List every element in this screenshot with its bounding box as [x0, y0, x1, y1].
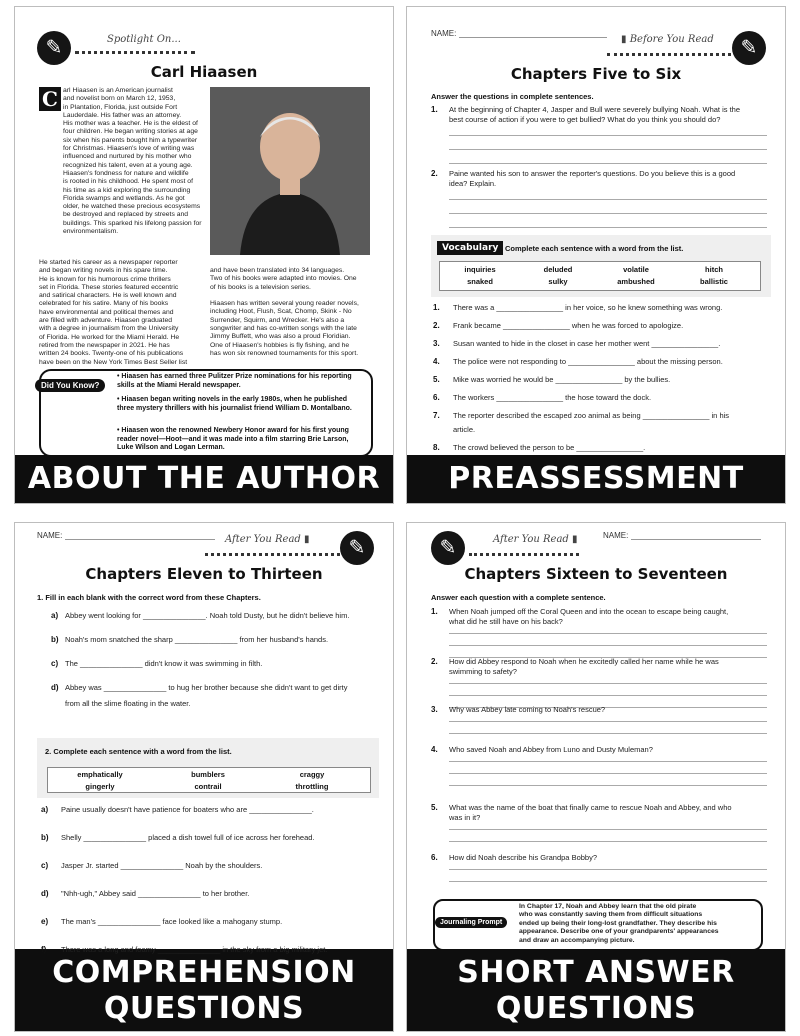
dotted-divider [469, 553, 579, 556]
answer-line[interactable] [449, 149, 767, 150]
answer-line[interactable] [449, 733, 767, 734]
bio-line: for Christmas. Hiaasen's love of writing was [63, 145, 195, 153]
section-tag: After You Read ▮ [493, 534, 578, 545]
answer-line[interactable] [449, 199, 767, 200]
question-number: 6. [431, 853, 438, 862]
book-icon: ▮ [621, 34, 630, 45]
instruction: Answer each question with a complete sentence. [431, 593, 606, 602]
bio-line: songwriter and has co-written songs with the late [210, 325, 357, 333]
answer-line[interactable] [449, 869, 767, 870]
bio-line: has won six renowned tournaments for this sport. [210, 349, 359, 357]
fact-item: • Hiaasen has earned three Pulitzer Prize nominations for his reporting skills at the Miami Herald newspaper. [117, 373, 352, 389]
vocab-sentence: Jasper Jr. started _______________ Noah by the shoulders. [61, 861, 263, 870]
vocab-sentence: Paine usually doesn't have patience for boaters who are _______________. [61, 805, 314, 814]
bio-line: have been on the New York Times Best Seller list [39, 358, 188, 366]
journal-line: and draw an accompanying picture. [519, 936, 635, 944]
vocab-word: hitch [705, 265, 723, 274]
vocab-sentence: Mike was worried he would be ________________ by the bullies. [453, 375, 671, 384]
banner-line-1: COMPREHENSION [52, 955, 356, 990]
bio-line: celebrated for his satire. Many of his books [39, 300, 169, 308]
vocab-word: emphatically [77, 770, 123, 779]
question-text: Paine wanted his son to answer the reporter's questions. Do you believe this is a good idea? Explain. [449, 169, 736, 188]
section-tag: Spotlight On... [107, 34, 181, 45]
fill-blank-sentence: Abbey went looking for _______________. Noah told Dusty, but he didn't believe him. [65, 611, 350, 620]
author-photo [210, 87, 370, 255]
page-title: Carl Hiaasen [150, 63, 258, 81]
vocab-sentence: There was a long and foamy _______________ in the sky from a big military jet. [61, 945, 328, 954]
banner-line-2: QUESTIONS [495, 991, 697, 1026]
vocabulary-tag: Vocabulary [437, 241, 503, 255]
name-line[interactable] [459, 37, 607, 38]
answer-line[interactable] [449, 721, 767, 722]
name-label: NAME: [37, 531, 63, 540]
item-number: 2. [433, 321, 440, 330]
journal-line: ended up being their long-lost grandfather. They describe his [519, 919, 717, 927]
vocab-sentence: article. [453, 425, 476, 434]
pencil-icon: ✎ [340, 531, 374, 565]
vocab-sentence: Shelly _______________ placed a dish towel full of ice across her forehead. [61, 833, 315, 842]
bio-line: Hiaasen's fondness for nature and wildlife [63, 169, 189, 177]
bio-line: buildings. This sparked his lifelong passion for [63, 219, 202, 227]
bio-line: Lauderdale. His father was an attorney. [63, 111, 182, 119]
panel-banner: PREASSESSMENT [407, 455, 785, 503]
journal-line: In Chapter 17, Noah and Abbey learn that the old pirate [519, 903, 697, 910]
answer-line[interactable] [449, 881, 767, 882]
name-label: NAME: [431, 29, 457, 38]
question-number: 4. [431, 745, 438, 754]
answer-line[interactable] [449, 213, 767, 214]
section-tag: After You Read ▮ [225, 534, 310, 545]
page-title: Chapters Sixteen to Seventeen [464, 565, 728, 583]
item-letter: a) [41, 805, 49, 814]
vocab-sentence: The police were not responding to ________________ about the missing person. [453, 357, 723, 366]
instruction: 1. Fill in each blank with the correct word from these Chapters. [37, 593, 261, 602]
item-letter: a) [51, 611, 59, 620]
fill-blank-sentence: Abbey was _______________ to hug her brother because she didn't want to get dirty [65, 683, 348, 692]
item-number: 5. [433, 375, 440, 384]
bio-line: of Florida. He worked for the Miami Herald. He [39, 333, 180, 341]
vocab-sentence: There was a ________________ in her voice, so he knew something was wrong. [453, 303, 723, 312]
vocab-word: ambushed [617, 277, 655, 286]
bio-column-1 [63, 87, 209, 236]
page-title: Chapters Five to Six [510, 65, 682, 83]
bio-line: with a degree in journalism from the University [39, 325, 179, 333]
bio-line: is rooted in his childhood. He spent most of [63, 178, 193, 186]
item-number: 6. [433, 393, 440, 402]
bio-line: One of Hiaasen's hobbies is fly fishing, and he [210, 341, 350, 349]
bio-line: retired from the newspaper in 2021. He has [39, 341, 170, 349]
question-line-a: Why was Abbey late coming to Noah's rescue? [449, 705, 606, 714]
short-answer-panel [406, 522, 786, 1032]
vocab-word: ballistic [700, 277, 728, 286]
item-letter: f) [41, 945, 47, 954]
item-number: 7. [433, 411, 440, 420]
bio-line: and have been translated into 34 languages. [210, 267, 345, 274]
pencil-icon: ✎ [732, 31, 766, 65]
question-number: 1. [431, 607, 438, 616]
panel-banner: ABOUT THE AUTHOR [15, 455, 393, 503]
journal-line: who was constantly saving them from difficult situations [519, 911, 703, 919]
bio-line: his time as a kid exploring the surrounding [63, 186, 191, 194]
question-line-b: swimming to safety? [449, 667, 517, 676]
question-number: 3. [431, 705, 438, 714]
bio-line: in Plantation, Florida, just outside Fort [63, 103, 178, 111]
bio-line: and novelist born on March 12, 1953, [63, 95, 176, 103]
answer-line[interactable] [449, 683, 767, 684]
question-line-b: what did he still have on his back? [449, 617, 563, 626]
dotted-divider [75, 51, 195, 54]
vocab-word: deluded [543, 265, 573, 274]
item-letter: d) [41, 889, 49, 898]
bio-line: Two of his books were adapted into movies. One [210, 275, 357, 283]
answer-line[interactable] [449, 829, 767, 830]
vocab-sentence: The reporter described the escaped zoo animal as being ________________ in his [453, 411, 730, 420]
pencil-icon: ✎ [431, 531, 465, 565]
journal-line: appearance. Describe one of your grandparents' appearances [519, 928, 719, 936]
item-letter: c) [51, 659, 59, 668]
answer-line[interactable] [449, 761, 767, 762]
question-line-a: How did Abbey respond to Noah when he excitedly called her name while he was [449, 657, 719, 666]
bio-line: four children. He began writing stories at age [63, 128, 198, 136]
bio-line: environmentalism. [63, 228, 119, 236]
vocab-sentence: The man's _______________ face looked like a mahogany stump. [61, 917, 283, 926]
answer-line[interactable] [449, 785, 767, 786]
vocab-sentence: The workers ________________ the hose toward the dock. [453, 393, 652, 402]
name-line[interactable] [65, 539, 215, 540]
pencil-icon: ✎ [37, 31, 71, 65]
drop-cap: C [39, 87, 61, 111]
name-line[interactable] [631, 539, 761, 540]
banner-line-1: SHORT ANSWER [457, 955, 735, 990]
vocab-word: throttling [295, 782, 329, 791]
vocab-instruction: Complete each sentence with a word from the list. [505, 244, 684, 253]
fill-blank-sentence: The _______________ didn't know it was swimming in filth. [65, 659, 263, 668]
fill-blank-sentence: from all the slime floating in the water. [65, 699, 191, 708]
bio-line: recognized his talent, even at a young age. [63, 161, 193, 169]
bio-line: of his books is a television series. [210, 283, 311, 291]
bio-line: Surrender, Squirm, and Wrecker. He's also a [210, 316, 345, 324]
dotted-divider [607, 53, 737, 56]
question-number: 5. [431, 803, 438, 812]
vocab-sentence: Frank became ________________ when he was forced to apologize. [453, 321, 684, 330]
bio-line: set in Florida. These stories featured eccentric [39, 283, 179, 291]
vocab-word: contrail [194, 782, 222, 791]
item-letter: b) [41, 833, 49, 842]
bio-line: older, he watched these precious ecosystems [63, 203, 201, 211]
item-number: 3. [433, 339, 440, 348]
page-title: Chapters Eleven to Thirteen [85, 565, 323, 583]
book-icon: ▮ [568, 534, 578, 545]
vocab-word: inquiries [464, 265, 496, 274]
question-line-a: What was the name of the boat that finally came to rescue Noah and Abbey, and who [449, 803, 732, 812]
question-number: 1. [431, 105, 438, 114]
vocab-word: volatile [623, 265, 649, 274]
item-number: 8. [433, 443, 440, 452]
vocab-instruction: 2. Complete each sentence with a word from the list. [45, 747, 232, 756]
book-icon: ▮ [300, 534, 310, 545]
bio-line: arl Hiaasen is an American journalist [63, 87, 173, 94]
question-text: At the beginning of Chapter 4, Jasper and Bull were severely bullying Noah. What is the best course of action if you were to get bullied? What do you think you should do? [449, 105, 740, 124]
item-letter: d) [51, 683, 59, 692]
vocab-sentence: The crowd believed the person to be ________________. [453, 443, 646, 452]
about-the-author-panel [14, 6, 394, 504]
instruction: Answer the questions in complete sentences. [431, 92, 594, 101]
fill-blank-sentence: Noah's mom snatched the sharp _______________ from her husband's hands. [65, 635, 329, 644]
author-portrait-icon [210, 87, 370, 255]
item-letter: c) [41, 861, 49, 870]
preassessment-panel [406, 6, 786, 504]
bio-line: and satirical characters. He is well known and [39, 292, 177, 300]
journal-prompt [519, 903, 759, 945]
item-number: 4. [433, 357, 440, 366]
bio-line: His mother was a teacher. He is the eldest of [63, 120, 198, 128]
fact-item: • Hiaasen won the renowned Newbery Honor award for his first young reader novel—Hoot—and it was made into a film starring Brie Larson, Luke Wilson and Logan Lerman. [117, 427, 349, 451]
vocab-word: gingerly [85, 782, 115, 791]
question-line-a: Who saved Noah and Abbey from Luno and Dusty Muleman? [449, 745, 653, 754]
comprehension-panel [14, 522, 394, 1032]
panel-banner [407, 949, 785, 1031]
bio-column-2 [210, 267, 382, 358]
bio-line: six when his parents bought him a typewriter [63, 136, 198, 144]
fact-item: • Hiaasen began writing novels in the early 1980s, when he published three mystery thrillers with his journalist friend William D. Montalbano. [117, 396, 352, 412]
section-tag: ▮ Before You Read [621, 34, 714, 45]
answer-line[interactable] [449, 227, 767, 228]
panel-banner [15, 949, 393, 1031]
bio-line: Florida swamps and wetlands. As he got [63, 194, 185, 202]
question-number: 2. [431, 657, 438, 666]
vocab-word: sulky [548, 277, 568, 286]
answer-line[interactable] [449, 695, 767, 696]
banner-line-2: QUESTIONS [103, 991, 305, 1026]
bio-line: and began writing novels in his spare time. [39, 267, 168, 275]
bio-line: He is known for his humorous crime thrillers [39, 275, 171, 283]
bio-line: Jimmy Buffett, who was also a proud Floridian. [210, 333, 351, 341]
bio-column-1b [39, 259, 211, 367]
bio-line: Hiaasen has written several young reader novels, [210, 300, 359, 308]
item-letter: b) [51, 635, 59, 644]
bio-line [210, 292, 382, 300]
answer-line[interactable] [449, 841, 767, 842]
vocab-word: bumblers [191, 770, 225, 779]
vocab-word: snaked [467, 277, 493, 286]
item-letter: e) [41, 917, 49, 926]
question-line-a: When Noah jumped off the Coral Queen and into the ocean to escape being caught, [449, 607, 729, 616]
answer-line[interactable] [449, 773, 767, 774]
bio-line: including Hoot, Flush, Scat, Chomp, Skink - No [210, 308, 352, 316]
bio-line: are filled with adventure. Hiaasen graduated [39, 317, 173, 325]
question-line-b: was in it? [449, 813, 481, 822]
question-number: 2. [431, 169, 438, 178]
vocab-sentence: "Nhh-ugh," Abbey said _______________ to her brother. [61, 889, 250, 898]
answer-line[interactable] [449, 645, 767, 646]
vocab-word: craggy [299, 770, 325, 779]
vocab-sentence: Susan wanted to hide in the closet in case her mother went ________________. [453, 339, 721, 348]
did-you-know-tag: Did You Know? [35, 379, 105, 392]
answer-line[interactable] [449, 633, 767, 634]
item-number: 1. [433, 303, 440, 312]
name-label: NAME: [603, 531, 629, 540]
answer-line[interactable] [449, 163, 767, 164]
answer-line[interactable] [449, 135, 767, 136]
dotted-divider [205, 553, 340, 556]
journaling-prompt-tag: Journaling Prompt [435, 917, 507, 928]
bio-line: written 24 books. Twenty-one of his publications [39, 350, 184, 358]
bio-line: influenced and nurtured by his mother who [63, 153, 192, 161]
question-line-a: How did Noah describe his Grandpa Bobby? [449, 853, 598, 862]
bio-line: have environmental and political themes and [39, 308, 174, 316]
bio-line: He started his career as a newspaper reporter [39, 259, 178, 266]
bio-line: be destroyed and replaced by streets and [63, 211, 189, 219]
